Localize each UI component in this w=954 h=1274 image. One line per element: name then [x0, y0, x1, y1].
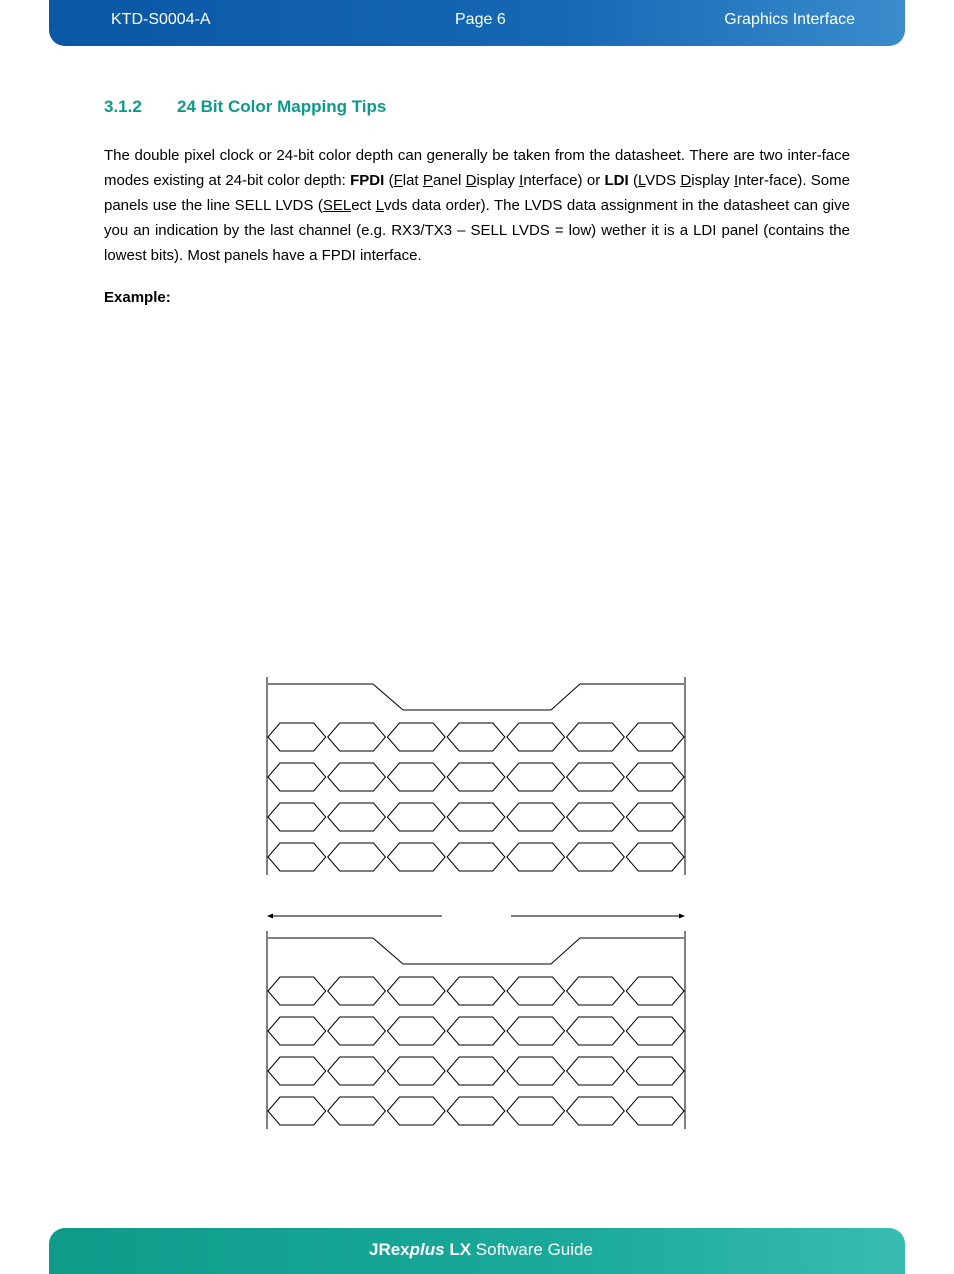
data-cell: [328, 763, 386, 791]
section-title: 24 Bit Color Mapping Tips: [177, 97, 387, 116]
text-run: (: [628, 172, 639, 189]
text-run: F: [393, 172, 403, 189]
ldi-term: LDI: [604, 172, 629, 189]
data-cell: [447, 843, 505, 871]
data-cell: [387, 1057, 445, 1085]
data-cell: [328, 1057, 386, 1085]
text-run: D: [680, 172, 692, 189]
data-cell: [268, 1097, 326, 1125]
data-cell: [507, 803, 565, 831]
data-cell: [626, 977, 684, 1005]
arrow-head-right: [679, 914, 685, 919]
data-cell: [567, 1017, 625, 1045]
data-cell: [328, 1017, 386, 1045]
data-cell: [387, 803, 445, 831]
data-cell: [507, 763, 565, 791]
text-run: L: [375, 197, 385, 214]
data-cell: [507, 843, 565, 871]
data-cell: [268, 1057, 326, 1085]
fpdi-term: FPDI: [350, 172, 385, 189]
data-cell: [447, 803, 505, 831]
data-cell: [268, 723, 326, 751]
clock-waveform: [268, 684, 684, 710]
data-cell: [387, 977, 445, 1005]
data-cell: [268, 763, 326, 791]
brand-part: LX: [444, 1240, 472, 1259]
data-cell: [507, 1057, 565, 1085]
section-name: Graphics Interface: [724, 11, 855, 28]
data-cell: [387, 843, 445, 871]
data-cell: [328, 723, 386, 751]
text-run: SEL: [322, 197, 352, 214]
data-cell: [447, 763, 505, 791]
text-run: ect: [351, 197, 376, 214]
text-run: vds data order). The LVDS data assignment in the datasheet can give you an indication by the last channel (e.g. RX3/TX3 – SELL LVDS = low) wether it is a LDI panel (contains the lowest bits). Most panels have a FPDI interface.: [104, 197, 850, 264]
data-cell: [626, 763, 684, 791]
example-label: Example:: [104, 289, 171, 306]
clock-waveform: [268, 938, 684, 964]
text-run: I: [733, 172, 739, 189]
data-cell: [626, 1057, 684, 1085]
doc-id: KTD-S0004-A: [111, 11, 211, 28]
data-cell: [387, 1017, 445, 1045]
data-cell: [447, 1097, 505, 1125]
text-run: lat: [402, 172, 423, 189]
text-run: nter-face). Some panels use the line SELL LVDS (: [104, 172, 850, 214]
data-cell: [567, 977, 625, 1005]
data-cell: [507, 977, 565, 1005]
brand-part: Software Guide: [471, 1240, 593, 1259]
data-cell: [447, 977, 505, 1005]
brand-part: plus: [409, 1240, 445, 1259]
data-cell: [507, 723, 565, 751]
data-cell: [328, 1097, 386, 1125]
data-cell: [567, 1097, 625, 1125]
text-run: nterface) or: [523, 172, 605, 189]
data-cell: [268, 977, 326, 1005]
text-run: L: [638, 172, 646, 189]
data-cell: [387, 723, 445, 751]
text-run: isplay: [476, 172, 520, 189]
text-run: D: [465, 172, 477, 189]
data-cell: [507, 1017, 565, 1045]
section-number: 3.1.2: [104, 97, 142, 116]
data-cell: [507, 1097, 565, 1125]
data-cell: [567, 763, 625, 791]
timing-diagram-group: [267, 677, 685, 1129]
data-cell: [626, 803, 684, 831]
data-cell: [626, 1017, 684, 1045]
data-cell: [268, 1017, 326, 1045]
data-cell: [626, 723, 684, 751]
data-cell: [328, 977, 386, 1005]
data-cell: [387, 1097, 445, 1125]
text-run: anel: [432, 172, 466, 189]
page-number: Page 6: [455, 11, 506, 28]
text-run: I: [519, 172, 524, 189]
text-run: The double pixel clock or 24-bit color depth can generally be taken from the datasheet. There are two inter-face modes existing at 24-bit color depth:: [104, 147, 850, 189]
data-cell: [567, 843, 625, 871]
data-cell: [328, 803, 386, 831]
data-cell: [626, 1097, 684, 1125]
data-cell: [567, 803, 625, 831]
text-run: isplay: [691, 172, 734, 189]
brand-part: JRex: [369, 1240, 410, 1259]
data-cell: [567, 723, 625, 751]
text-run: (: [384, 172, 394, 189]
text-run: P: [422, 172, 433, 189]
data-cell: [328, 843, 386, 871]
arrow-head-left: [267, 914, 273, 919]
data-cell: [387, 763, 445, 791]
footer-title: [369, 1240, 593, 1260]
text-run: VDS: [645, 172, 681, 189]
data-cell: [626, 843, 684, 871]
data-cell: [268, 843, 326, 871]
data-cell: [268, 803, 326, 831]
page-footer: [49, 1228, 905, 1274]
data-cell: [447, 723, 505, 751]
data-cell: [447, 1057, 505, 1085]
data-cell: [447, 1017, 505, 1045]
data-cell: [567, 1057, 625, 1085]
